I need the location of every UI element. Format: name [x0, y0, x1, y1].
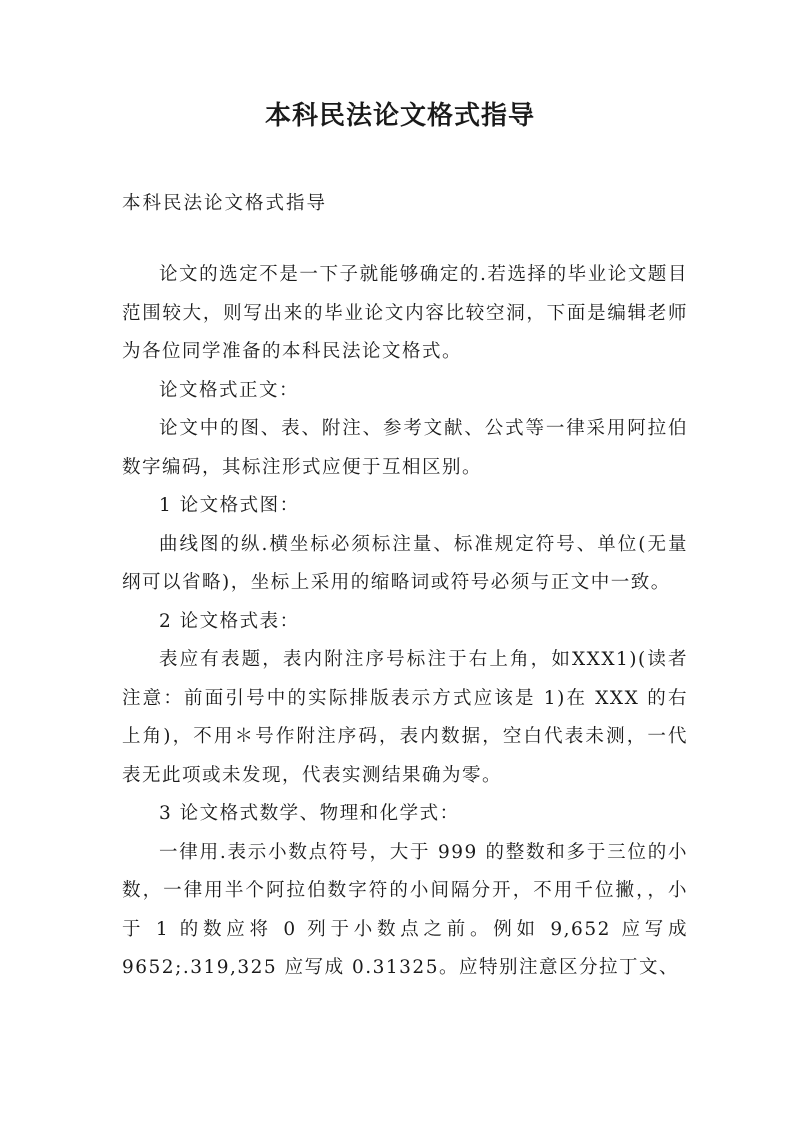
- document-title: 本科民法论文格式指导: [264, 101, 535, 131]
- paragraph-figures: 曲线图的纵.横坐标必须标注量、标准规定符号、单位(无量纲可以省略)，坐标上采用的缩略词或符号必须与正文中一致。: [122, 533, 688, 593]
- document-subtitle: 本科民法论文格式指导: [122, 193, 328, 214]
- heading-tables: 2 论文格式表：: [159, 610, 300, 632]
- heading-main-text: 论文格式正文：: [159, 379, 300, 401]
- heading-formulas: 3 论文格式数学、物理和化学式：: [159, 803, 460, 824]
- paragraph-numbering: 论文中的图、表、附注、参考文献、公式等一律采用阿拉伯数字编码，其标注形式应便于互相区别。: [122, 418, 688, 478]
- document-body: [122, 256, 688, 988]
- paragraph-intro: 论文的选定不是一下子就能够确定的.若选择的毕业论文题目范围较大，则写出来的毕业论文内容比较空洞，下面是编辑老师为各位同学准备的本科民法论文格式。: [122, 264, 688, 362]
- paragraph-tables: 表应有表题，表内附注序号标注于右上角，如XXX1)(读者注意：前面引号中的实际排版表示方式应该是 1)在 XXX 的右上角)，不用＊号作附注序码，表内数据，空白代表未测，一代表无此项或未发现，代表实测结果确为零。: [122, 649, 688, 786]
- paragraph-formulas: 一律用.表示小数点符号，大于 999 的整数和多于三位的小数，一律用半个阿拉伯数字符的小间隔分开，不用千位撇，，小于 1 的数应将 0 列于小数点之前。例如 9,652 应写成 9652;.319,325 应写成 0.31325。应特别注意区分拉丁文、: [122, 841, 688, 978]
- heading-figures: 1 论文格式图：: [159, 495, 300, 516]
